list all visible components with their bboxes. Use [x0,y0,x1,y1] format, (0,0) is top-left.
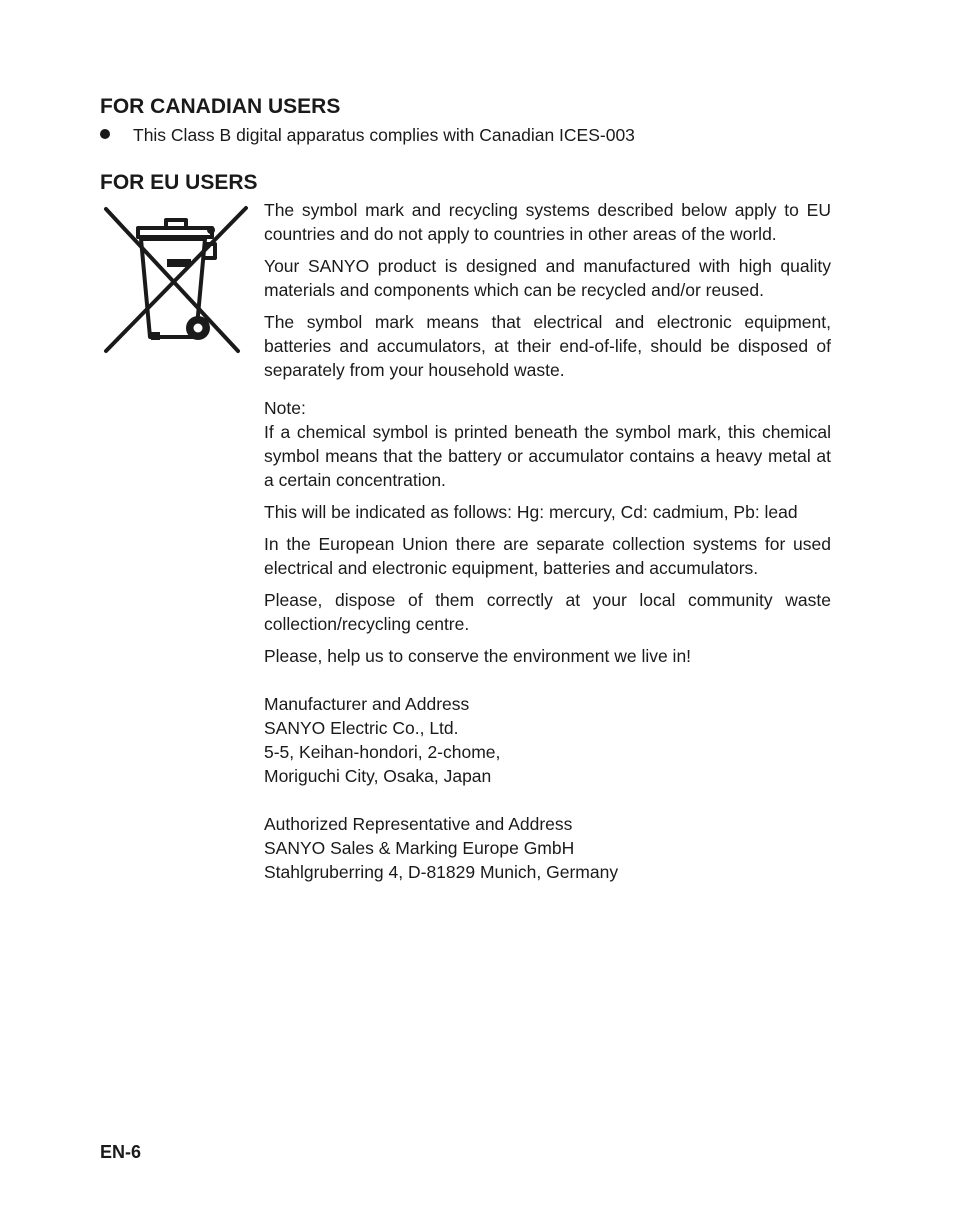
eu-users-heading: FOR EU USERS [100,171,258,194]
canadian-users-heading: FOR CANADIAN USERS [100,95,341,118]
representative-line: Stahlgruberring 4, D-81829 Munich, Germany [264,862,619,882]
eu-content [264,198,831,884]
note-paragraph: In the European Union there are separate collection systems for used electrical and electronic equipment, batteries and accumulators. [264,534,831,578]
note-paragraph: If a chemical symbol is printed beneath the symbol mark, this chemical symbol means that the battery or accumulator contains a heavy metal at a certain concentration. [264,422,831,490]
eu-paragraph: Your SANYO product is designed and manufactured with high quality materials and components which can be recycled and/or reused. [264,256,831,300]
representative-line: SANYO Sales & Marking Europe GmbH [264,838,575,858]
manufacturer-line: 5-5, Keihan-hondori, 2-chome, [264,742,501,762]
manufacturer-line: SANYO Electric Co., Ltd. [264,718,459,738]
eu-paragraph: The symbol mark and recycling systems described below apply to EU countries and do not apply to countries in other areas of the world. [264,200,831,244]
representative-address [264,812,831,884]
representative-title: Authorized Representative and Address [264,814,573,834]
canadian-compliance-item [100,123,635,147]
canadian-compliance-text: This Class B digital apparatus complies with Canadian ICES-003 [133,125,635,145]
manufacturer-title: Manufacturer and Address [264,694,470,714]
page-number: EN-6 [100,1142,142,1162]
note-paragraph: This will be indicated as follows: Hg: mercury, Cd: cadmium, Pb: lead [264,502,798,522]
bullet-icon [100,129,110,139]
manufacturer-line: Moriguchi City, Osaka, Japan [264,766,492,786]
note-paragraph: Please, dispose of them correctly at your local community waste collection/recycling centre. [264,590,831,634]
crossed-out-wheeled-bin-icon [100,204,250,356]
eu-paragraph: The symbol mark means that electrical and electronic equipment, batteries and accumulators, at their end-of-life, should be disposed of separately from your household waste. [264,312,831,380]
note-label: Note: [264,398,306,418]
note-paragraph: Please, help us to conserve the environment we live in! [264,646,692,666]
manufacturer-address [264,692,831,788]
